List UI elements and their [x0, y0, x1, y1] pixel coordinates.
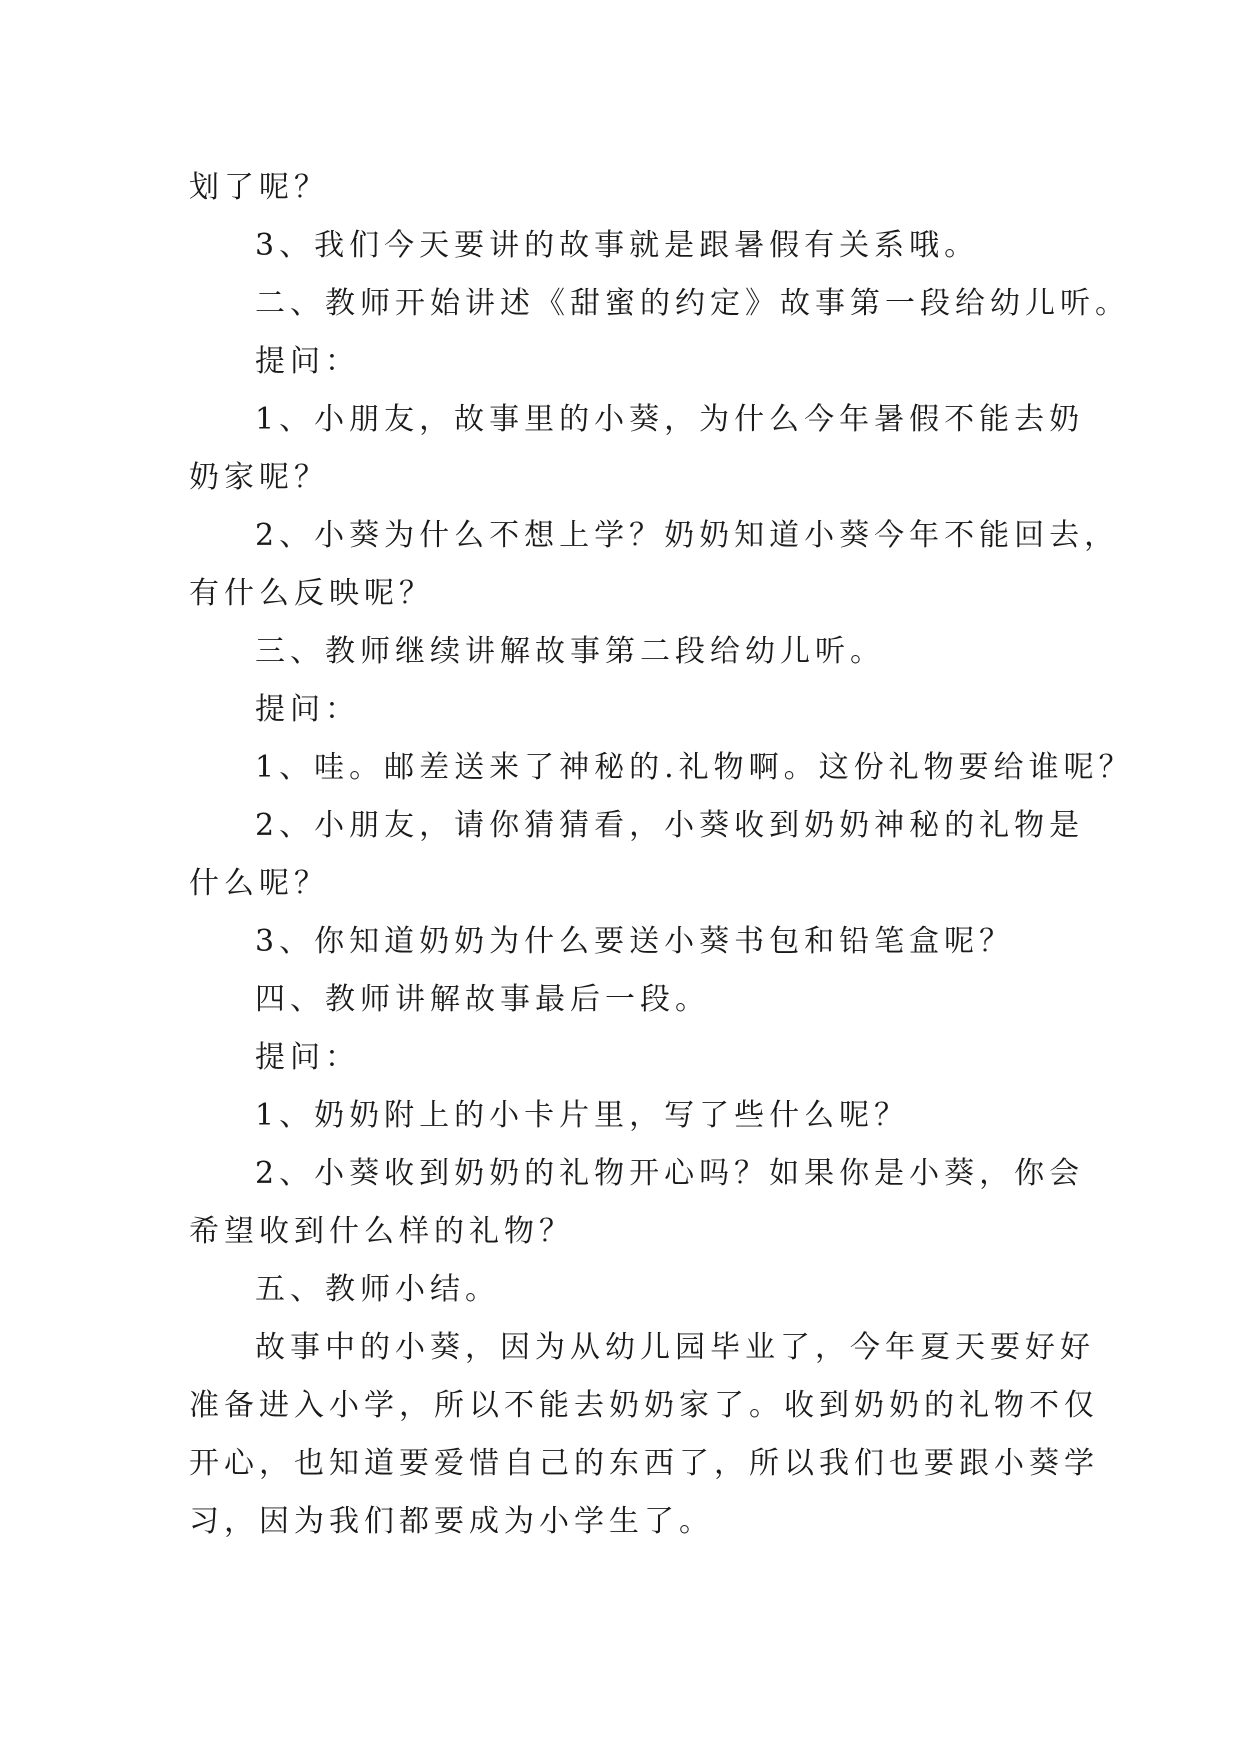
text-line: 提问： [255, 1040, 360, 1075]
text-line: 二、教师开始讲述《甜蜜的约定》故事第一段给幼儿听。 [255, 286, 1130, 321]
text-line: 故事中的小葵，因为从幼儿园毕业了，今年夏天要好好 [255, 1330, 1095, 1365]
text-line: 习，因为我们都要成为小学生了。 [189, 1504, 714, 1539]
text-line: 准备进入小学，所以不能去奶奶家了。收到奶奶的礼物不仅 [189, 1388, 1099, 1423]
text-line: 三、教师继续讲解故事第二段给幼儿听。 [255, 634, 885, 669]
text-line: 有什么反映呢？ [189, 576, 434, 611]
text-line: 1、小朋友，故事里的小葵，为什么今年暑假不能去奶 [255, 402, 1085, 437]
text-line: 提问： [255, 344, 360, 379]
text-line: 奶家呢？ [189, 460, 329, 495]
text-line: 提问： [255, 692, 360, 727]
text-line: 什么呢？ [189, 866, 329, 901]
text-line: 希望收到什么样的礼物？ [189, 1214, 574, 1249]
text-line: 1、奶奶附上的小卡片里，写了些什么呢？ [255, 1098, 910, 1133]
text-line: 2、小葵收到奶奶的礼物开心吗？如果你是小葵，你会 [255, 1156, 1085, 1191]
text-line: 四、教师讲解故事最后一段。 [255, 982, 710, 1017]
text-line: 3、你知道奶奶为什么要送小葵书包和铅笔盒呢？ [255, 924, 1015, 959]
text-line: 1、哇。邮差送来了神秘的.礼物啊。这份礼物要给谁呢？ [255, 750, 1134, 785]
text-line: 五、教师小结。 [255, 1272, 500, 1307]
text-line: 开心，也知道要爱惜自己的东西了，所以我们也要跟小葵学 [189, 1446, 1099, 1481]
text-line: 2、小葵为什么不想上学？奶奶知道小葵今年不能回去， [255, 518, 1120, 553]
text-line: 3、我们今天要讲的故事就是跟暑假有关系哦。 [255, 228, 980, 263]
text-line: 2、小朋友，请你猜猜看，小葵收到奶奶神秘的礼物是 [255, 808, 1085, 843]
text-line: 划了呢？ [189, 170, 329, 205]
body-text [189, 159, 1134, 1551]
